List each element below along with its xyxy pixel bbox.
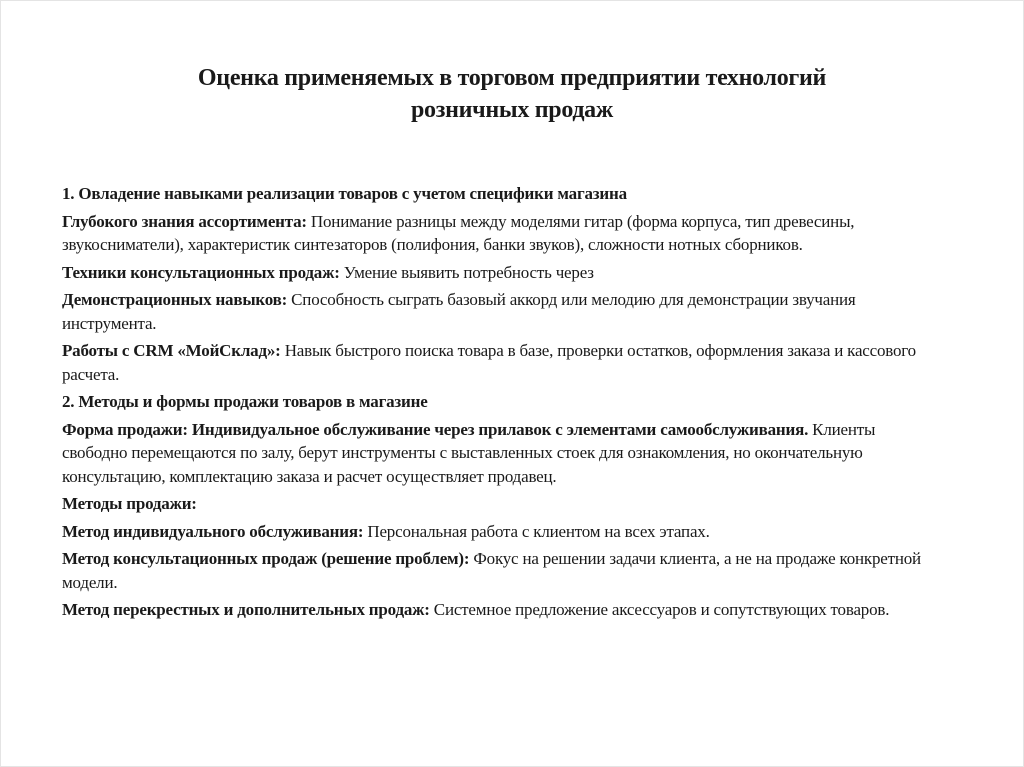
list-item bbox=[62, 520, 942, 544]
item-label: Работы с CRM «МойСклад»: bbox=[62, 341, 281, 360]
item-text: Персональная работа с клиентом на всех этапах. bbox=[363, 521, 710, 541]
item-text: Клиенты свободно перемещаются по залу, берут инструменты с выставленных стоек для ознакомления, но окончательную консультацию, комплектацию заказа и расчет осуществляет продавец. bbox=[62, 419, 876, 486]
item-text: Системное предложение аксессуаров и сопутствующих товаров. bbox=[429, 600, 890, 619]
item-label: Форма продажи: Индивидуальное обслуживание через прилавок с элементами самообслуживания. bbox=[62, 419, 809, 439]
item-text: Умение выявить потребность через bbox=[339, 262, 594, 282]
item-text: Навык быстрого поиска товара в базе, проверки остатков, оформления заказа и кассового расчета. bbox=[62, 341, 916, 384]
item-label: Методы продажи: bbox=[62, 494, 197, 513]
list-item bbox=[62, 210, 942, 257]
list-item bbox=[62, 598, 942, 622]
item-label: Метод индивидуального обслуживания: bbox=[62, 521, 364, 541]
list-item bbox=[62, 261, 942, 285]
section-heading-text: 1. Овладение навыками реализации товаров с учетом специфики магазина bbox=[62, 184, 627, 203]
title-line-2: розничных продаж bbox=[411, 97, 613, 123]
item-label: Метод перекрестных и дополнительных продаж: bbox=[62, 600, 430, 619]
item-label: Глубокого знания ассортимента: bbox=[62, 211, 307, 231]
slide-title bbox=[0, 62, 1024, 126]
item-text: Способность сыграть базовый аккорд или мелодию для демонстрации звучания инструмента. bbox=[62, 290, 856, 333]
section-heading-text: 2. Методы и формы продажи товаров в магазине bbox=[62, 392, 428, 411]
title-line-1: Оценка применяемых в торговом предприятии технологий bbox=[197, 65, 827, 91]
list-item bbox=[62, 492, 942, 516]
item-label: Техники консультационных продаж: bbox=[62, 262, 340, 282]
slide-content bbox=[62, 182, 942, 626]
list-item bbox=[62, 288, 942, 335]
list-item bbox=[62, 418, 942, 489]
item-label: Демонстрационных навыков: bbox=[62, 290, 288, 309]
list-item bbox=[62, 339, 942, 386]
item-text: Фокус на решении задачи клиента, а не на продаже конкретной модели. bbox=[62, 549, 921, 592]
section-heading bbox=[62, 182, 942, 206]
list-item bbox=[62, 547, 942, 594]
item-text: Понимание разницы между моделями гитар (форма корпуса, тип древесины, звукосниматели), характеристик синтезаторов (полифония, банки звуков), сложности нотных сборников. bbox=[62, 211, 855, 254]
item-label: Метод консультационных продаж (решение проблем): bbox=[62, 549, 470, 568]
section-heading bbox=[62, 390, 942, 414]
